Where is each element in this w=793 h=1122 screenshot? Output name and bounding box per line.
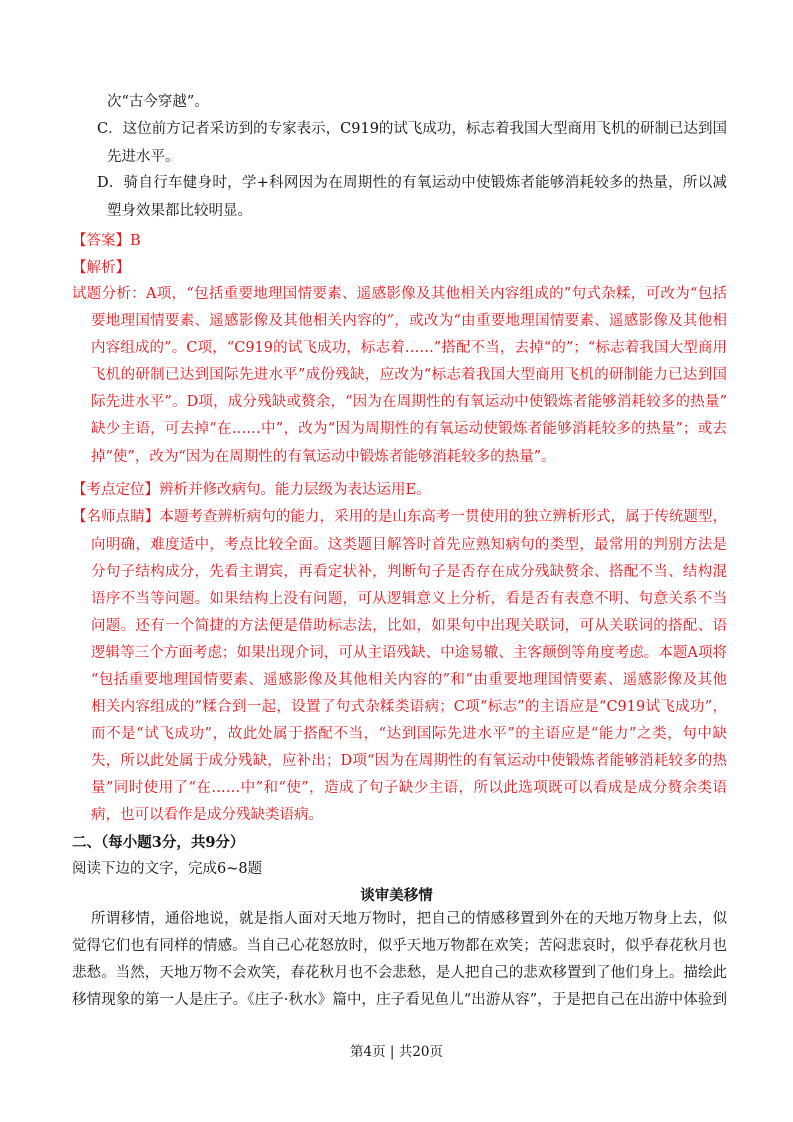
analysis-line: 内容组成的”。C项，“C919的试飞成功，标志着……”搭配不当，去掉“的”；“标志着我国大型商用 xyxy=(91,340,727,356)
mingshi-line: 而不是“试飞成功”，故此处属于搭配不当，“达到国际先进水平”的主语应是“能力”之类，句中缺 xyxy=(91,726,727,742)
kaodian-line xyxy=(72,480,431,500)
mingshi-line: 问题。还有一个简捷的方法便是借助标志法，比如，如果句中出现关联词，可从关联词的搭配、语 xyxy=(91,618,727,634)
analysis-line: 掉“使”，改为“因为在周期性的有氧运动中锻炼者能够消耗较多的热量”。 xyxy=(91,449,556,465)
passage-line: 觉得它们也有同样的情感。当自己心花怒放时，似乎天地万物都在欢笑；苦闷悲哀时，似乎春花秋月也 xyxy=(72,938,727,954)
analysis-label: 【解析】 xyxy=(72,260,130,276)
option-d-continuation: 塑身效果都比较明显。 xyxy=(107,203,252,219)
mingshi-line xyxy=(72,507,727,527)
kaodian-text: 辨析并修改病句。能力层级为表达运用E。 xyxy=(159,482,431,498)
mingshi-line: 量”同时使用了“在……中”和“使”，造成了句子缺少主语，所以此选项既可以看成是成分赘余类语 xyxy=(91,780,727,796)
mingshi-label: 【名师点睛】 xyxy=(72,509,160,525)
answer-line xyxy=(72,231,141,251)
option-c-continuation: 先进水平。 xyxy=(107,149,180,165)
answer-value: B xyxy=(130,233,141,249)
analysis-line: 试题分析：A项，“包括重要地理国情要素、遥感影像及其他相关内容组成的”句式杂糅，可改为“包括 xyxy=(72,286,727,302)
option-b-continuation: 次“古今穿越”。 xyxy=(107,94,209,110)
passage-line: 所谓移情，通俗地说，就是指人面对天地万物时，把自己的情感移置到外在的天地万物身上去，似 xyxy=(91,911,727,927)
passage-line: 移情现象的第一人是庄子。《庄子·秋水》篇中，庄子看见鱼儿“出游从容”，于是把自己在出游中体验到 xyxy=(72,992,727,1008)
section-instruction: 阅读下边的文字，完成6~8题 xyxy=(72,861,263,877)
mingshi-first: 本题考查辨析病句的能力，采用的是山东高考一贯使用的独立辨析形式，属于传统题型， xyxy=(159,509,727,525)
passage-title: 谈审美移情 xyxy=(360,887,433,904)
kaodian-label: 【考点定位】 xyxy=(72,482,159,498)
passage-line: 悲愁。当然，天地万物不会欢笑，春花秋月也不会悲愁，是人把自己的悲欢移置到了他们身上。描绘此 xyxy=(72,965,727,981)
section-heading: 二、（每小题3分，共9分） xyxy=(72,834,245,851)
option-d: D．骑自行车健身时，学+科网因为在周期性的有氧运动中使锻炼者能够消耗较多的热量，所以减 xyxy=(97,175,727,191)
mingshi-line: 分句子结构成分，先看主谓宾，再看定状补，判断句子是否存在成分残缺赘余、搭配不当、结构混 xyxy=(91,564,727,580)
option-c: C．这位前方记者采访到的专家表示，C919的试飞成功，标志着我国大型商用飞机的研制已达到国 xyxy=(97,121,727,137)
mingshi-line: 相关内容组成的”糅合到一起，设置了句式杂糅类语病；C项“标志”的主语应是“C919试飞成功”， xyxy=(91,699,727,715)
mingshi-line: 逻辑等三个方面考虑；如果出现介词，可从主语残缺、中途易辙、主客颠倒等角度考虑。本题A项将 xyxy=(91,645,727,661)
analysis-line: 缺少主语，可去掉“在……中”，改为“因为周期性的有氧运动使锻炼者能够消耗较多的热量”；或去 xyxy=(91,421,727,437)
analysis-line: 要地理国情要素、遥感影像及其他相关内容的”，或改为“由重要地理国情要素、遥感影像及其他相 xyxy=(91,313,727,329)
page-footer: 第4页 | 共20页 xyxy=(350,1044,443,1060)
mingshi-line: 失，所以此处属于成分残缺，应补出；D项“因为在周期性的有氧运动中使锻炼者能够消耗较多的热 xyxy=(91,753,727,769)
mingshi-line: 语序不当等问题。如果结构上没有问题，可从逻辑意义上分析，看是否有表意不明、句意关系不当 xyxy=(91,591,727,607)
analysis-line: 际先进水平”。D项，成分残缺或赘余，“因为在周期性的有氧运动中使锻炼者能够消耗较多的热量” xyxy=(91,394,727,410)
mingshi-line: 向明确，难度适中，考点比较全面。这类题目解答时首先应熟知病句的类型，最常用的判别方法是 xyxy=(91,537,727,553)
mingshi-line: 病，也可以看作是成分残缺类语病。 xyxy=(91,807,323,823)
mingshi-line: “包括重要地理国情要素、遥感影像及其他相关内容的”和“由重要地理国情要素、遥感影像及其他 xyxy=(91,672,727,688)
answer-label: 【答案】 xyxy=(72,233,130,249)
analysis-line: 飞机的研制已达到国际先进水平”成份残缺，应改为“标志着我国大型商用飞机的研制能力已达到国 xyxy=(91,367,727,383)
